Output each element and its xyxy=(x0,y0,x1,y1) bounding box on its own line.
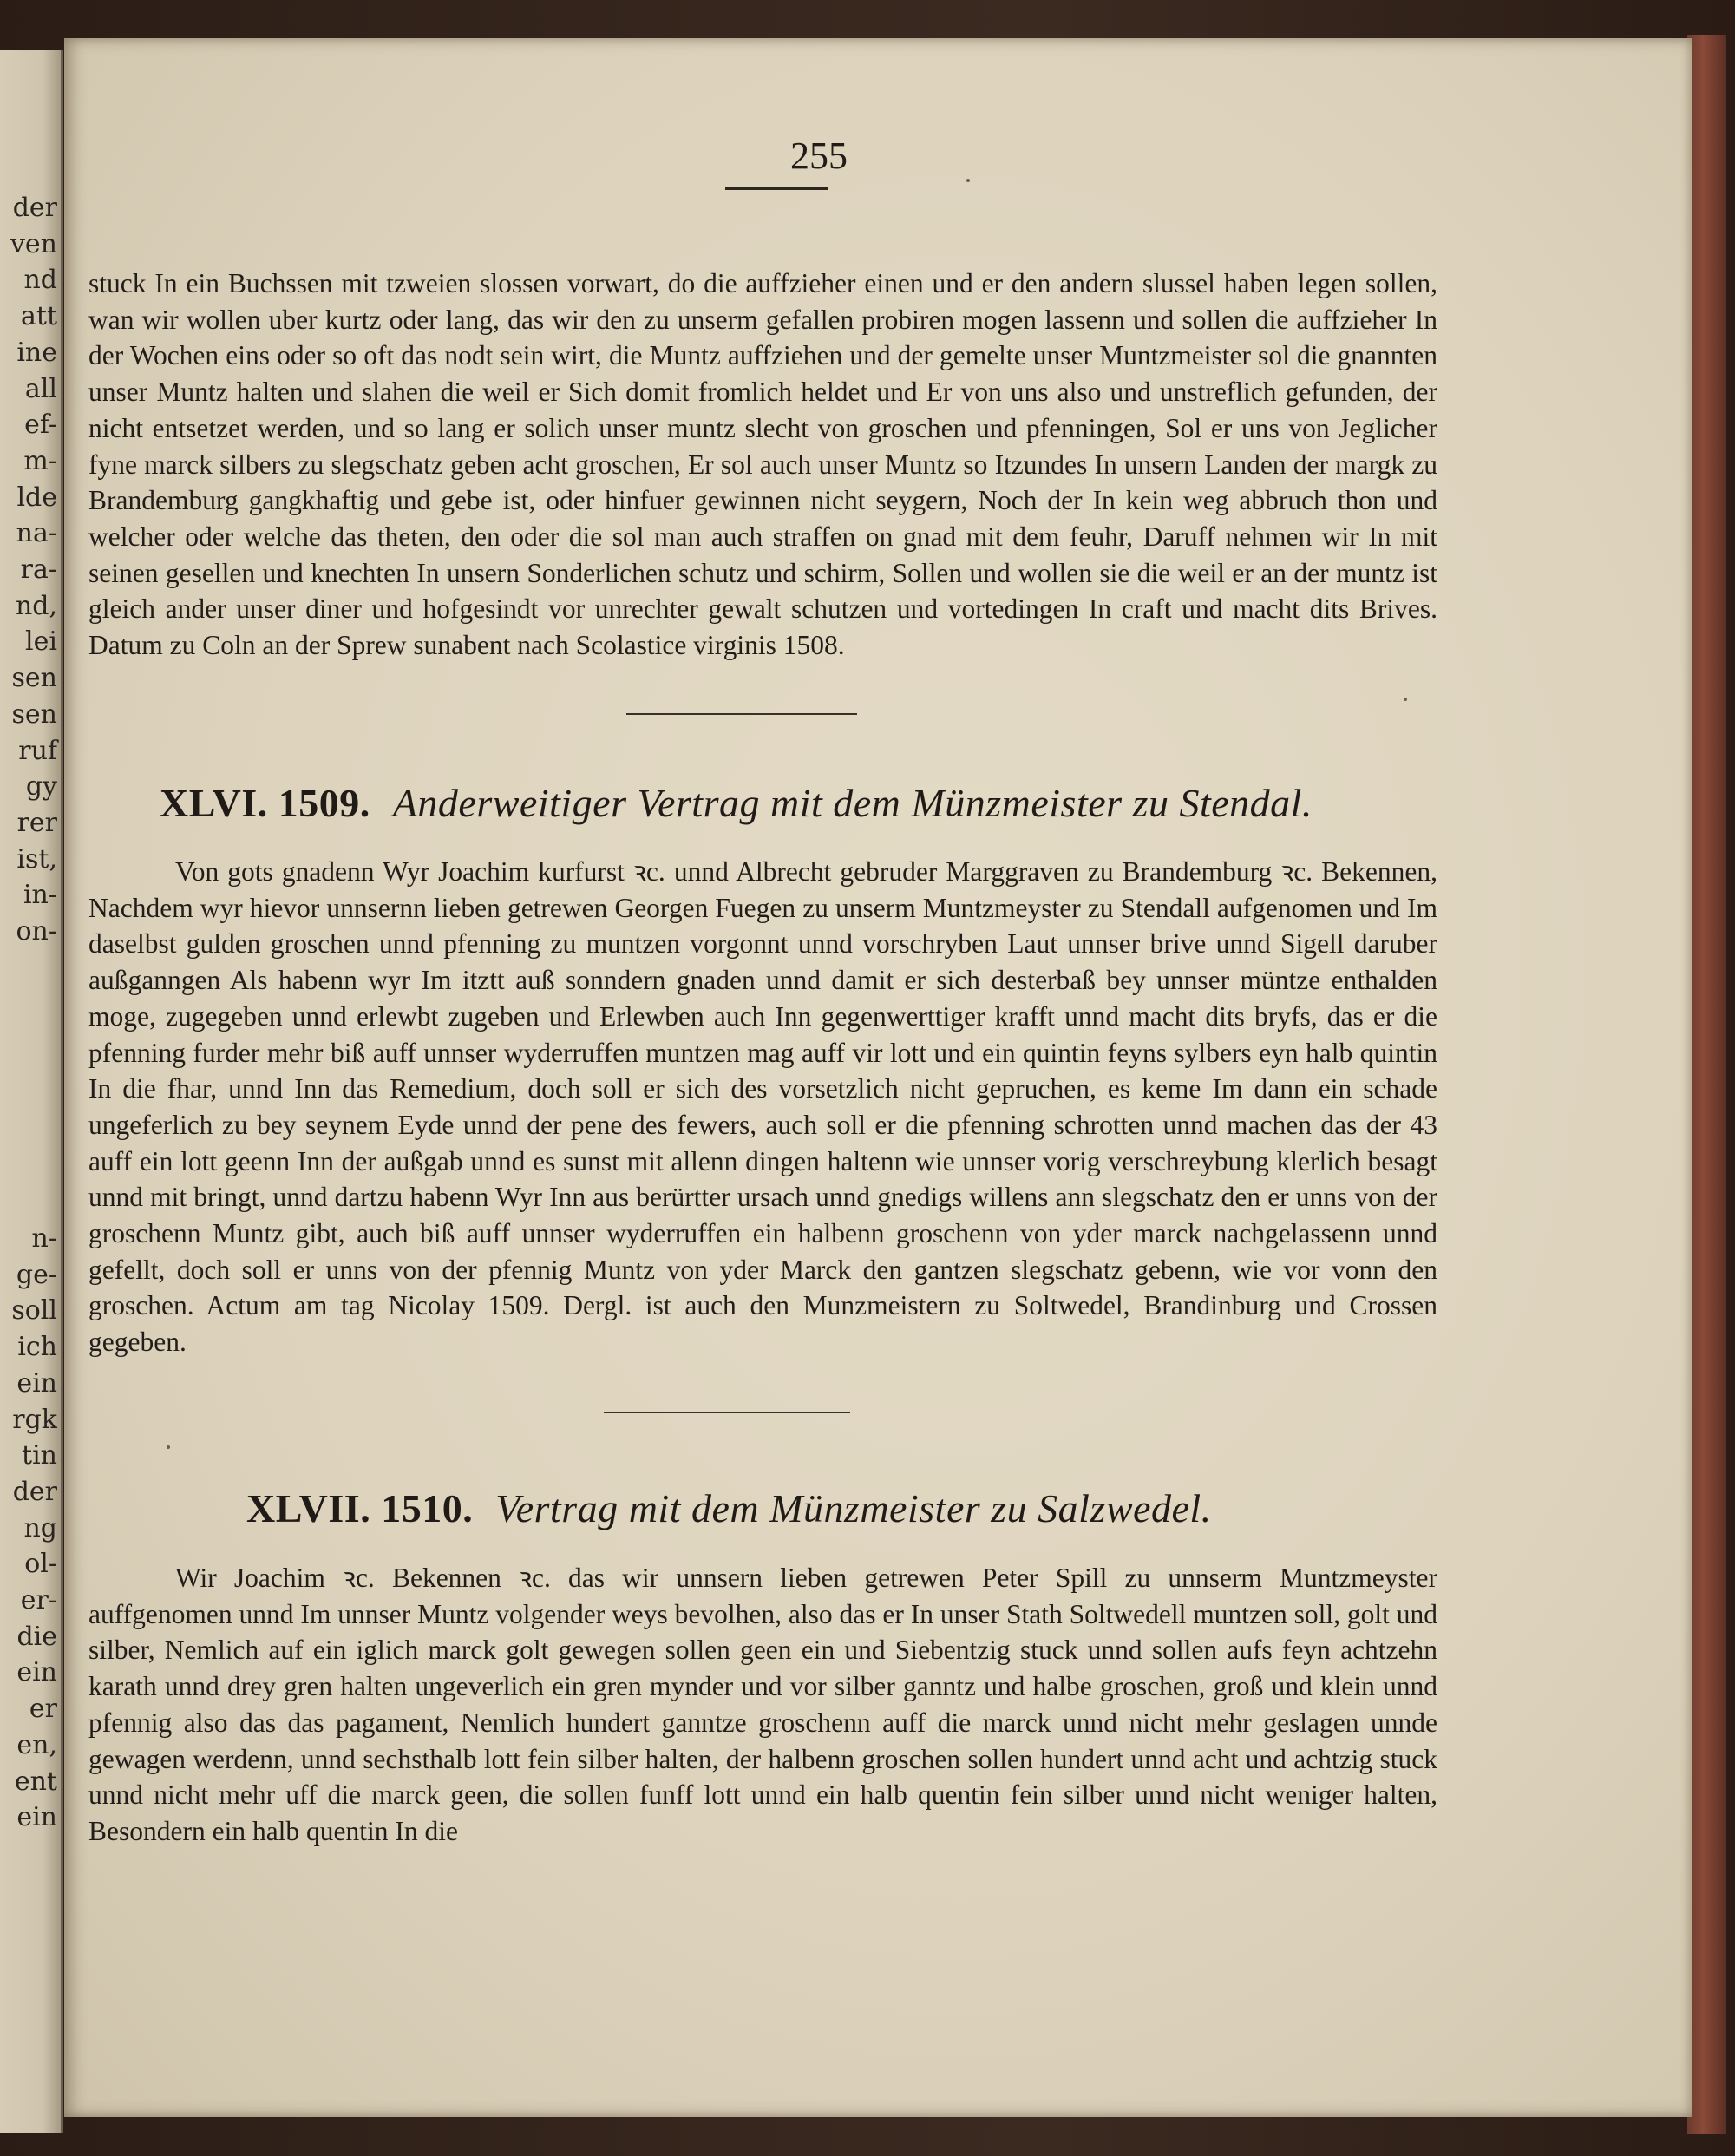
left-page-fragment: all xyxy=(24,373,57,404)
paper-speck xyxy=(966,179,970,182)
left-page-fragment: m- xyxy=(23,445,57,476)
left-page-fragment: att xyxy=(21,301,57,332)
section-paragraph: Von gots gnadenn Wyr Joachim kurfurst ꝛc. unnd Albrecht gebruder Marggraven zu Brandemburg ꝛc. Bekennen, Nachdem wyr hievor unnsernn lieben getrewen Georgen Fuegen zu unserm Muntzmeyster zu Stendall aufgenomen und Im daselbst gulden groschen unnd pfenning zu muntzen vorgonnt unnd vorschryben Laut unnser brive unnd Sigell daruber außganngen Als habenn wyr Im itztt auß sonndern gnaden unnd damit er sich desterbaß bey unnser müntze enthalden moge, zugegeben unnd erlewbt zugeben und Erlewben auch Inn gegenwerttiger krafft unnd macht dits bryfs, das er die pfenning furder mehr biß auff unnser wyderruffen muntzen mag auff vir lott und ein quintin feyns sylbers eyn halb quintin In die fhar, unnd Inn das Remedium, doch soll er sich des vorsetzlich nicht gepruchen, es keme Im dann ein schade ungeferlich zu bey seynem Eyde unnd der pene des fewers, auch soll er die pfenning schrotten unnd machen das der 43 auff ein lott geenn Inn der außgab unnd es sunst mit allenn dingen haltenn wie unnser vorig verschreybung klerlich besagt unnd mit bringt, unnd dartzu habenn Wyr Inn aus berürtter ursach unnd gnedigs willens ann slegschatz den er unns von der groschenn Muntz gibt, auch biß auff unnser wyderruffen ein halbenn groschenn von yder marck nachgelassenn unnd gefellt, doch soll er unns von der pfennig Muntz von yder Marck den gantzen slegschatz gebenn, wie vor vonn den groschen. Actum am tag Nicolay 1509. Dergl. ist auch den Munzmeistern zu Soltwedel, Brandinburg und Crossen gegeben. xyxy=(88,856,1437,1358)
paper-speck xyxy=(1404,698,1407,701)
section-number: XLVI. 1509. xyxy=(160,781,370,825)
left-page-fragment: ent xyxy=(14,1766,57,1797)
left-page-fragment: na- xyxy=(16,518,57,549)
left-page-fragment: ist, xyxy=(16,843,57,875)
left-page-fragment: nd xyxy=(23,265,57,296)
left-page-fragment: n- xyxy=(31,1223,57,1254)
left-page-fragment: nd, xyxy=(15,590,57,621)
section-heading xyxy=(160,780,1461,826)
left-page-fragment: ine xyxy=(16,337,57,368)
left-page-fragment: on- xyxy=(16,916,57,947)
section-title: Vertrag mit dem Münzmeister zu Salzwedel. xyxy=(495,1486,1212,1530)
left-page-fragment: in- xyxy=(23,880,57,911)
left-page-fragment: der xyxy=(12,1476,57,1507)
left-page-fragment: ich xyxy=(17,1332,57,1363)
left-page-fragment: rgk xyxy=(12,1404,57,1435)
left-page-fragment: ruf xyxy=(18,735,57,766)
section-paragraph: Wir Joachim ꝛc. Bekennen ꝛc. das wir unnsern lieben getrewen Peter Spill zu unnserm Muntzmeyster auffgenomen unnd Im unnser Muntz volgender weys bevolhen, also das er In unser Stath Soltwedell muntzen soll, golt und silber, Nemlich auf ein iglich marck golt gewegen sollen geen ein und Siebentzig stuck unnd sollen aufs feyn achtzehn karath unnd drey gren halten ungeverlich ein gren mynder und vor silber ganntz und halbe groschen, groß und klein unnd pfennig also das das pagament, Nemlich hundert ganntze groschenn auff die marck unnd nicht mehr geslagen unnde gewagen werdenn, unnd sechsthalb lott fein silber halten, der halbenn groschen sollen hundert unnd acht und achtzig stuck unnd nicht mehr uff die marck geen, die sollen funff lott unnd ein halb quentin fein silber unnd nicht weniger halten, Besondern ein halb quentin In die xyxy=(88,1563,1437,1846)
left-page-fragment: der xyxy=(12,193,57,223)
left-page-fragment: ol- xyxy=(24,1549,57,1580)
left-page-fragment: tin xyxy=(22,1440,57,1471)
left-page-fragment: er xyxy=(29,1694,57,1725)
left-page-fragment: ef- xyxy=(24,410,57,441)
left-page-fragment: lei xyxy=(25,626,57,658)
left-page-fragment: sen xyxy=(11,663,57,694)
left-page-fragment: ge- xyxy=(16,1259,57,1290)
left-page-fragment: die xyxy=(16,1621,57,1652)
section-divider xyxy=(626,713,857,715)
book-page xyxy=(64,38,1692,2117)
left-page-fragment: ein xyxy=(16,1802,57,1833)
paper-speck xyxy=(167,1445,170,1449)
page-number-rule xyxy=(725,187,828,190)
left-page-fragment: er- xyxy=(20,1585,57,1615)
continuation-paragraph: stuck In ein Buchssen mit tzweien slossen vorwart, do die auffzieher einen und er den andern slussel haben legen sollen, wan wir wollen uber kurtz oder lang, das wir den zu unserm gefallen probiren mogen lassenn und sollen die auffzieher In der Wochen eins oder so oft das nodt sein wirt, die Muntz auffziehen und der gemelte unser Muntzmeister sol die gnannten unser Muntz halten und slahen die weil er Sich domit fromlich heldet und Er von uns also und unstreflich gefunden, der nicht entsetzet werden, und so lang er solich unser muntz slecht von groschen und pfenningen, Sol er uns von Jeglicher fyne marck silbers zu slegschatz geben acht groschen, Er sol auch unser Muntz so Itzundes In unsern Landen der margk zu Brandemburg gangkhaftig und gebe ist, oder hinfuer gewinnen nicht seygern, Noch der In kein weg abbruch thon und welcher oder welche das theten, den oder die sol man auch straffen on gnad mit dem feuhr, Daruff nehmen wir In mit seinen gesellen und knechten In unsern Sonderlichen schutz und schirm, Sollen und wollen sie die weil er an der muntz ist gleich ander unser diner und hofgesindt vor unrechter gewalt schutzen und vortedingen In craft und macht dits Brives. Datum zu Coln an der Sprew sunabent nach Scolastice virginis 1508. xyxy=(88,268,1437,661)
page-number: 255 xyxy=(790,134,848,177)
section-title: Anderweitiger Vertrag mit dem Münzmeister zu Stendal. xyxy=(392,781,1313,825)
left-page-fragment: rer xyxy=(16,807,57,838)
left-page-fragment: ein xyxy=(16,1367,57,1399)
section-divider xyxy=(604,1412,850,1413)
left-page-fragment: ra- xyxy=(20,554,57,585)
left-page-edge xyxy=(0,50,63,2133)
left-page-fragment: gy xyxy=(25,771,57,803)
section-number: XLVII. 1510. xyxy=(246,1486,474,1530)
left-page-fragment: lde xyxy=(16,482,57,513)
left-page-fragment: ven xyxy=(10,228,57,259)
left-page-fragment: soll xyxy=(11,1295,57,1327)
left-page-fragment: ng xyxy=(23,1512,57,1543)
left-page-fragment: sen xyxy=(11,698,57,730)
book-cover-edge xyxy=(1687,35,1726,2134)
section-heading xyxy=(246,1485,1548,1531)
left-page-fragment: ein xyxy=(16,1657,57,1688)
left-page-fragment: en, xyxy=(16,1729,57,1760)
